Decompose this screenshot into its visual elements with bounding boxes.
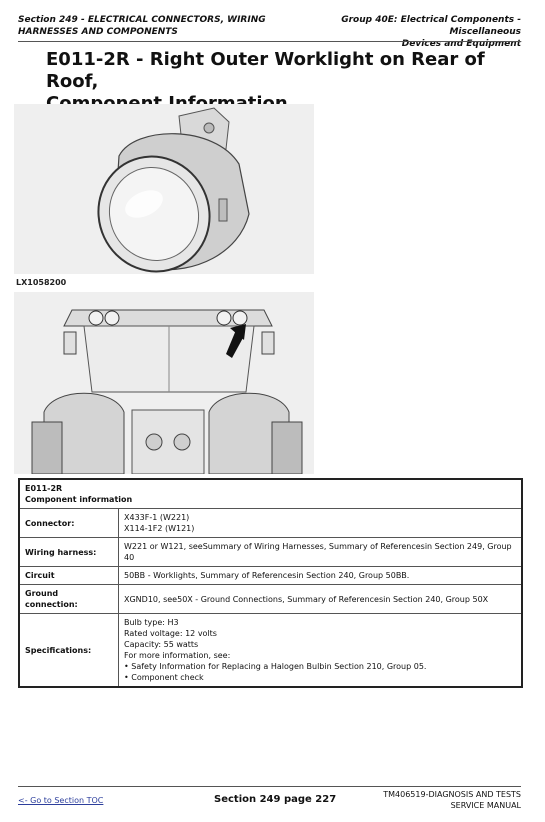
page-number: Section 249 page 227 [214,794,337,805]
row-label: Ground connection: [19,585,119,614]
table-row [19,614,522,688]
row-value [119,585,523,614]
row-value [119,567,523,585]
value-line: X114-1F2 (W121) [124,524,195,533]
row-label: Wiring harness: [19,538,119,567]
table-head-row [19,479,522,509]
row-label: Specifications: [19,614,119,688]
section-toc-link[interactable]: <- Go to Section TOC [18,796,104,805]
group-header-line1: Group 40E: Electrical Components - Miscellaneous [341,15,521,37]
title-line1: E011-2R - Right Outer Worklight on Rear of Roof, [46,49,485,92]
header-divider [18,41,521,42]
row-value [119,614,523,688]
table-head-cell [19,479,522,509]
worklight-illustration [14,104,314,274]
component-id: E011-2R [25,484,63,493]
value-line: 50BB - Worklights, Summary of Referencesin Section 240, Group 50BB. [124,571,410,580]
row-label: Connector: [19,509,119,538]
value-line: Rated voltage: 12 volts [124,629,217,638]
document-id-line1: TM406519-DIAGNOSIS AND TESTS [383,790,521,799]
section-header-line2: HARNESSES AND COMPONENTS [18,27,178,37]
table-row [19,585,522,614]
group-header [271,14,521,50]
table-row [19,538,522,567]
worklight-figure [14,104,314,274]
tractor-figure [14,292,314,474]
value-line: • Safety Information for Replacing a Halogen Bulbin Section 210, Group 05. [124,662,427,671]
group-header-line2: Devices and Equipment [401,39,521,49]
row-value [119,509,523,538]
section-header [18,14,278,38]
document-id-line2: SERVICE MANUAL [450,801,521,810]
section-header-line1: Section 249 - ELECTRICAL CONNECTORS, WIRING [18,15,266,25]
table-row [19,509,522,538]
component-info-table [18,478,523,688]
component-info-heading: Component information [25,495,133,504]
value-line: Capacity: 55 watts [124,640,199,649]
value-line: Bulb type: H3 [124,618,179,627]
figure-label: LX1058200 [16,278,67,287]
document-id [383,789,521,811]
footer-divider [18,786,521,787]
row-label: Circuit [19,567,119,585]
tractor-rear-illustration [14,292,314,474]
table-row [19,567,522,585]
value-line: X433F-1 (W221) [124,513,190,522]
row-value [119,538,523,567]
value-line: • Component check [124,673,204,682]
value-line: For more information, see: [124,651,231,660]
value-line: XGND10, see50X - Ground Connections, Summary of Referencesin Section 240, Group 50X [124,594,489,604]
value-line: W221 or W121, seeSummary of Wiring Harnesses, Summary of Referencesin Section 249, Group 40 [124,542,512,562]
